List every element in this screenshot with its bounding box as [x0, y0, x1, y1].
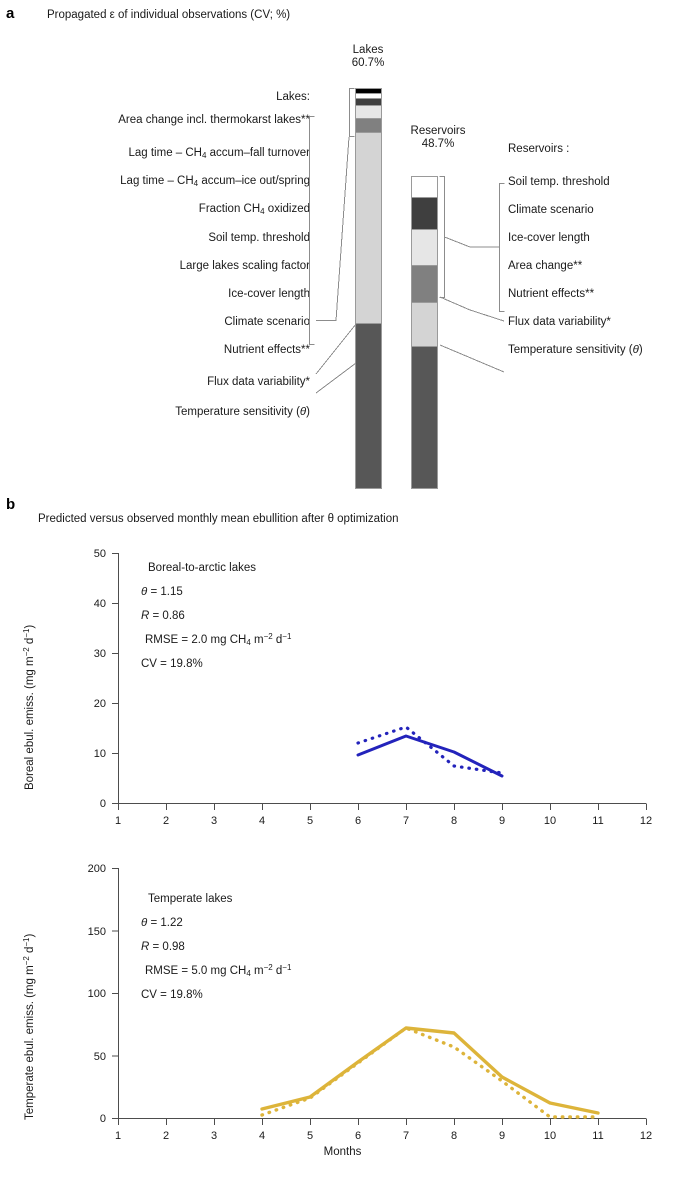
svg-text:3: 3 — [210, 1130, 218, 1142]
lakes-stack-name: Lakes — [352, 44, 384, 56]
svg-text:50: 50 — [93, 548, 106, 560]
temperate-annot-r: R = 0.98 — [141, 941, 185, 953]
reservoirs-label-bracket — [500, 184, 505, 312]
svg-text:200: 200 — [87, 863, 106, 875]
reservoirs-label-temperature-sensitivity: Temperature sensitivity (θ) — [508, 344, 643, 356]
reservoirs-label-climate-scenario: Climate scenario — [508, 204, 594, 216]
temperate-y-ticks — [112, 869, 119, 1119]
boreal-y-ticklabels — [94, 548, 106, 810]
svg-text:0: 0 — [99, 798, 106, 810]
reservoirs-flux-leader — [440, 297, 504, 321]
svg-text:30: 30 — [93, 648, 106, 660]
svg-text:8: 8 — [450, 815, 458, 827]
temperate-annot-rmse: RMSE = 5.0 mg $CH_4$ $m^{-2}$ $d^{-1}$ — [145, 963, 292, 978]
svg-text:10: 10 — [93, 748, 106, 760]
panel-b-title: Predicted versus observed monthly mean ebullition after θ optimization — [38, 513, 399, 525]
temperate-theta-value: 1.22 — [160, 917, 183, 929]
boreal-x-ticks — [119, 804, 647, 811]
lakes-soil-temp-leader — [316, 137, 349, 321]
reservoirs-label-soil-temp: Soil temp. threshold — [508, 176, 610, 188]
svg-text:10: 10 — [543, 1130, 557, 1142]
svg-text:8: 8 — [450, 1130, 458, 1142]
panel-a-letter: a — [6, 5, 15, 22]
svg-text:6: 6 — [354, 1130, 362, 1142]
temperate-predicted-line — [262, 1028, 598, 1113]
boreal-r-value: 0.86 — [162, 610, 185, 622]
boreal-annot-title: Boreal-to-arctic lakes — [148, 562, 257, 574]
temperate-annot-title: Temperate lakes — [148, 893, 233, 905]
svg-text:100: 100 — [87, 988, 106, 1000]
lakes-label-fraction-oxidized: Fraction $CH_4$ oxidized — [198, 203, 310, 216]
lakes-label-nutrient-effects: Nutrient effects** — [223, 344, 310, 356]
svg-text:10: 10 — [543, 815, 557, 827]
temperate-chart-host — [0, 860, 685, 1160]
reservoirs-temperature-leader — [440, 345, 504, 372]
temperate-chart-svg — [0, 860, 685, 1160]
svg-text:11: 11 — [592, 815, 604, 827]
lakes-left-bracket — [310, 117, 315, 345]
panel-a-title: Propagated ε of individual observations (CV; %) — [47, 9, 291, 21]
reservoirs-stack-value: 48.7% — [421, 138, 455, 150]
lakes-label-soil-temp: Soil temp. threshold — [208, 232, 310, 244]
svg-text:2: 2 — [162, 815, 170, 827]
svg-text:12: 12 — [639, 815, 653, 827]
boreal-theta-value: 1.15 — [160, 586, 183, 598]
svg-text:20: 20 — [93, 698, 106, 710]
boreal-annot-theta: θ = 1.15 — [141, 586, 183, 598]
svg-text:4: 4 — [258, 815, 266, 827]
svg-text:9: 9 — [498, 815, 506, 827]
lakes-label-climate-scenario: Climate scenario — [224, 316, 310, 328]
boreal-annotations — [141, 562, 292, 671]
svg-text:1: 1 — [114, 815, 122, 827]
svg-text:3: 3 — [210, 815, 218, 827]
svg-text:9: 9 — [498, 1130, 506, 1142]
lakes-label-flux-data-variability: Flux data variability* — [207, 376, 310, 388]
temperate-annot-theta: θ = 1.22 — [141, 917, 183, 929]
temperate-y-ticklabels — [88, 863, 106, 1125]
boreal-annot-r: R = 0.86 — [141, 610, 185, 622]
boreal-annot-cv: CV = 19.8% — [141, 658, 203, 670]
temperate-rmse-value: 5.0 — [191, 965, 208, 977]
lakes-label-large-lakes-scaling: Large lakes scaling factor — [179, 260, 310, 272]
lakes-top-bracket — [350, 89, 355, 137]
reservoirs-stack-name: Reservoirs — [410, 125, 466, 137]
svg-text:11: 11 — [592, 1130, 604, 1142]
reservoirs-label-area-change: Area change** — [508, 260, 583, 272]
temperate-observed-line — [262, 1028, 598, 1117]
temperate-cv-value: 19.8% — [170, 989, 203, 1001]
svg-text:1: 1 — [114, 1130, 122, 1142]
lakes-label-ice-cover: Ice-cover length — [228, 288, 310, 300]
svg-text:0: 0 — [99, 1113, 106, 1125]
svg-text:7: 7 — [402, 815, 410, 827]
panel-b-letter: b — [6, 496, 16, 513]
svg-text:150: 150 — [87, 926, 106, 938]
svg-text:6: 6 — [354, 815, 362, 827]
lakes-stack-value: 60.7% — [351, 57, 385, 69]
lakes-label-temperature-sensitivity: Temperature sensitivity (θ) — [175, 406, 310, 418]
svg-text:4: 4 — [258, 1130, 266, 1142]
boreal-annot-rmse: RMSE = 2.0 mg $CH_4$ $m^{-2}$ $d^{-1}$ — [145, 632, 292, 647]
lakes-label-area-change: Area change incl. thermokarst lakes** — [118, 114, 310, 126]
boreal-rmse-value: 2.0 — [191, 634, 208, 646]
svg-text:5: 5 — [306, 815, 314, 827]
temperate-annotations — [141, 893, 292, 1002]
reservoirs-label-ice-cover: Ice-cover length — [508, 232, 590, 244]
reservoirs-bar-bracket — [440, 177, 445, 298]
svg-text:40: 40 — [93, 598, 106, 610]
svg-text:7: 7 — [402, 1130, 410, 1142]
boreal-x-ticklabels — [115, 815, 652, 827]
lakes-label-lag-fall-turnover: Lag time – $CH_4$ accum–fall turnover — [128, 147, 310, 160]
reservoirs-group-label: Reservoirs : — [508, 143, 570, 155]
temperate-r-value: 0.98 — [162, 941, 185, 953]
lakes-flux-leader — [316, 324, 356, 374]
lakes-group-label: Lakes: — [276, 91, 310, 103]
reservoirs-label-flux-data-variability: Flux data variability* — [508, 316, 611, 328]
reservoirs-label-nutrient-effects: Nutrient effects** — [508, 288, 595, 300]
panel-a-connectors — [0, 0, 685, 500]
temperate-y-axis-title: Temperate ebul. emiss. (mg $m^{-2}$ $d^{-1}$) — [22, 933, 36, 1120]
svg-text:12: 12 — [639, 1130, 653, 1142]
boreal-predicted-line — [358, 736, 502, 776]
svg-text:2: 2 — [162, 1130, 170, 1142]
svg-text:5: 5 — [306, 1130, 314, 1142]
boreal-y-axis-title: Boreal ebul. emiss. (mg $m^{-2}$ $d^{-1}$) — [22, 624, 36, 790]
boreal-cv-value: 19.8% — [170, 658, 203, 670]
lakes-label-lag-ice-out: Lag time – $CH_4$ accum–ice out/spring — [120, 175, 310, 188]
boreal-y-ticks — [112, 554, 119, 804]
lakes-temperature-leader — [316, 363, 356, 393]
months-axis-title: Months — [323, 1146, 362, 1158]
svg-text:50: 50 — [93, 1051, 106, 1063]
temperate-annot-cv: CV = 19.8% — [141, 989, 203, 1001]
reservoirs-bracket-link — [445, 237, 500, 247]
